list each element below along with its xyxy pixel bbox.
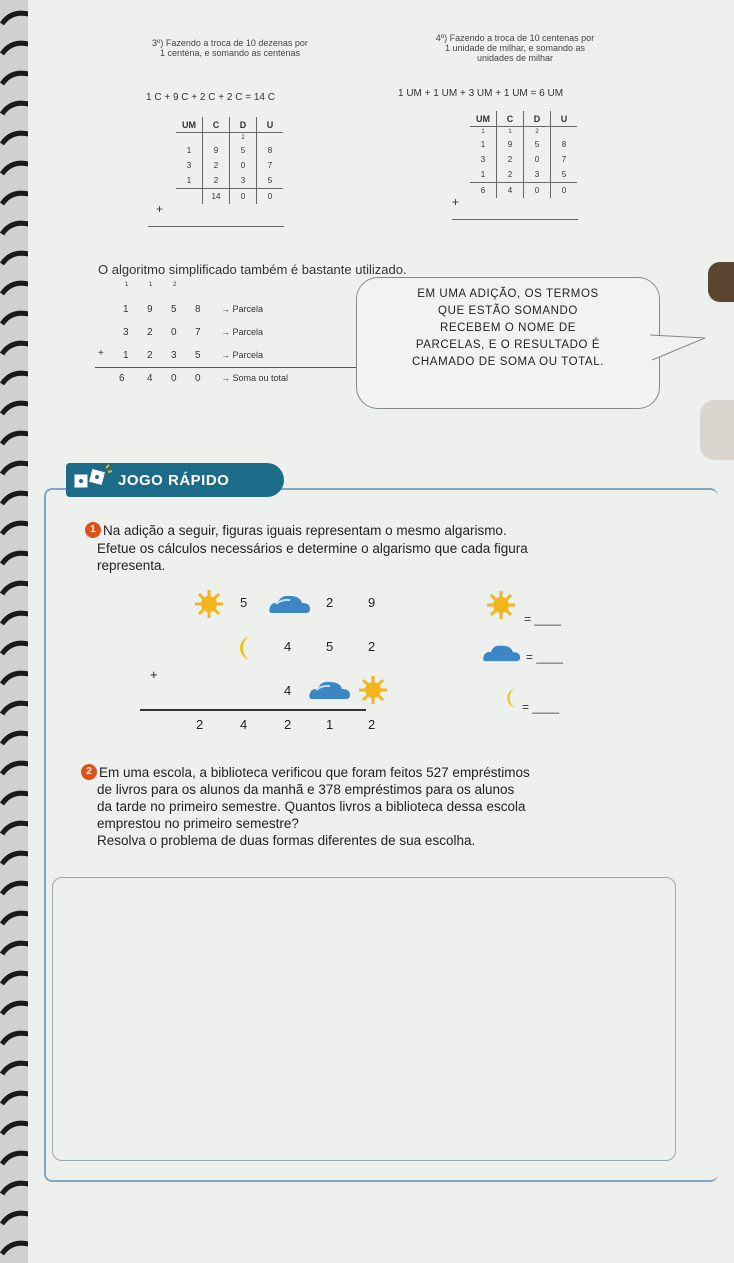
step3-place-value-table: UM C D U 2 1 9 5 8 3 2 0 7 1 2 3 5 14 0 0 + (148, 117, 283, 204)
answer-box[interactable] (52, 877, 676, 1161)
section-title: JOGO RÁPIDO (118, 472, 230, 489)
addition-puzzle: 5 2 9 4 5 2 + 4 2 4 2 1 2 (140, 585, 380, 745)
question-number-1: 1 (85, 522, 101, 538)
step4-title: 4º) Fazendo a troca de 10 centenas por 1 unidade de milhar, e somando as unidades de milhar (435, 33, 595, 63)
sun-icon (194, 589, 224, 619)
sum-line (148, 226, 284, 227)
speech-bubble: EM UMA ADIÇÃO, OS TERMOS QUE ESTÃO SOMANDO RECEBEM O NOME DE PARCELAS, E O RESULTADO É CHAMADO DE SOMA OU TOTAL. (356, 277, 660, 409)
question-2-text-cont: de livros para os alunos da manhã e 378 empréstimos para os alunos da tarde no primeiro semestre. Quantos livros a biblioteca dessa escola emprestou no primeiro semestre? Resolva o problema de duas formas diferentes de sua escolha. (97, 782, 526, 848)
step4-place-value-table: UM C D U 1 1 2 1 9 5 8 3 2 0 7 1 2 3 5 6 4 0 0 + (452, 111, 577, 198)
sun-icon (358, 675, 388, 705)
cloud-icon (482, 643, 522, 663)
step3-equation: 1 C + 9 C + 2 C + 2 C = 14 C (146, 92, 275, 103)
question-number-2: 2 (81, 764, 97, 780)
character-hair (708, 262, 734, 302)
cloud-icon (308, 679, 352, 701)
sun-answer-field[interactable]: = ____ (524, 612, 562, 626)
intro-text: O algoritmo simplificado também é bastante utilizado. (98, 262, 407, 277)
simplified-algorithm: 1 1 2 1 9 5 8 → Parcela 3 2 0 7 → Parcela + 1 2 3 5 → Parcela 6 4 0 0 → Soma ou total (95, 282, 365, 412)
sun-icon (486, 590, 516, 620)
character-illustration (700, 400, 734, 460)
plus-sign: + (452, 195, 460, 209)
question-1-text-cont: Efetue os cálculos necessários e determine o algarismo que cada figura representa. (97, 541, 528, 573)
label-parcela: → Parcela (221, 350, 264, 360)
step3-title: 3º) Fazendo a troca de 10 dezenas por 1 centena, e somando as centenas (152, 38, 308, 58)
label-parcela: → Parcela (221, 304, 264, 314)
plus-sign: + (156, 202, 164, 216)
sum-line (140, 709, 366, 711)
sum-line (95, 367, 357, 368)
question-2-text: Em uma escola, a biblioteca verificou que foram feitos 527 empréstimos (99, 765, 530, 780)
dice-icon (70, 464, 114, 494)
label-soma-total: → Soma ou total (221, 373, 289, 383)
sum-line (452, 219, 578, 220)
step4-equation: 1 UM + 1 UM + 3 UM + 1 UM = 6 UM (398, 88, 564, 99)
cloud-answer-field[interactable]: = ____ (526, 650, 564, 664)
speech-bubble-tail (650, 330, 710, 370)
label-parcela: → Parcela (221, 327, 264, 337)
moon-answer-field[interactable]: = ____ (522, 700, 560, 714)
cloud-icon (268, 593, 312, 615)
question-1-text: Na adição a seguir, figuras iguais representam o mesmo algarismo. (103, 523, 507, 538)
moon-icon (236, 635, 258, 661)
moon-icon (504, 686, 522, 710)
